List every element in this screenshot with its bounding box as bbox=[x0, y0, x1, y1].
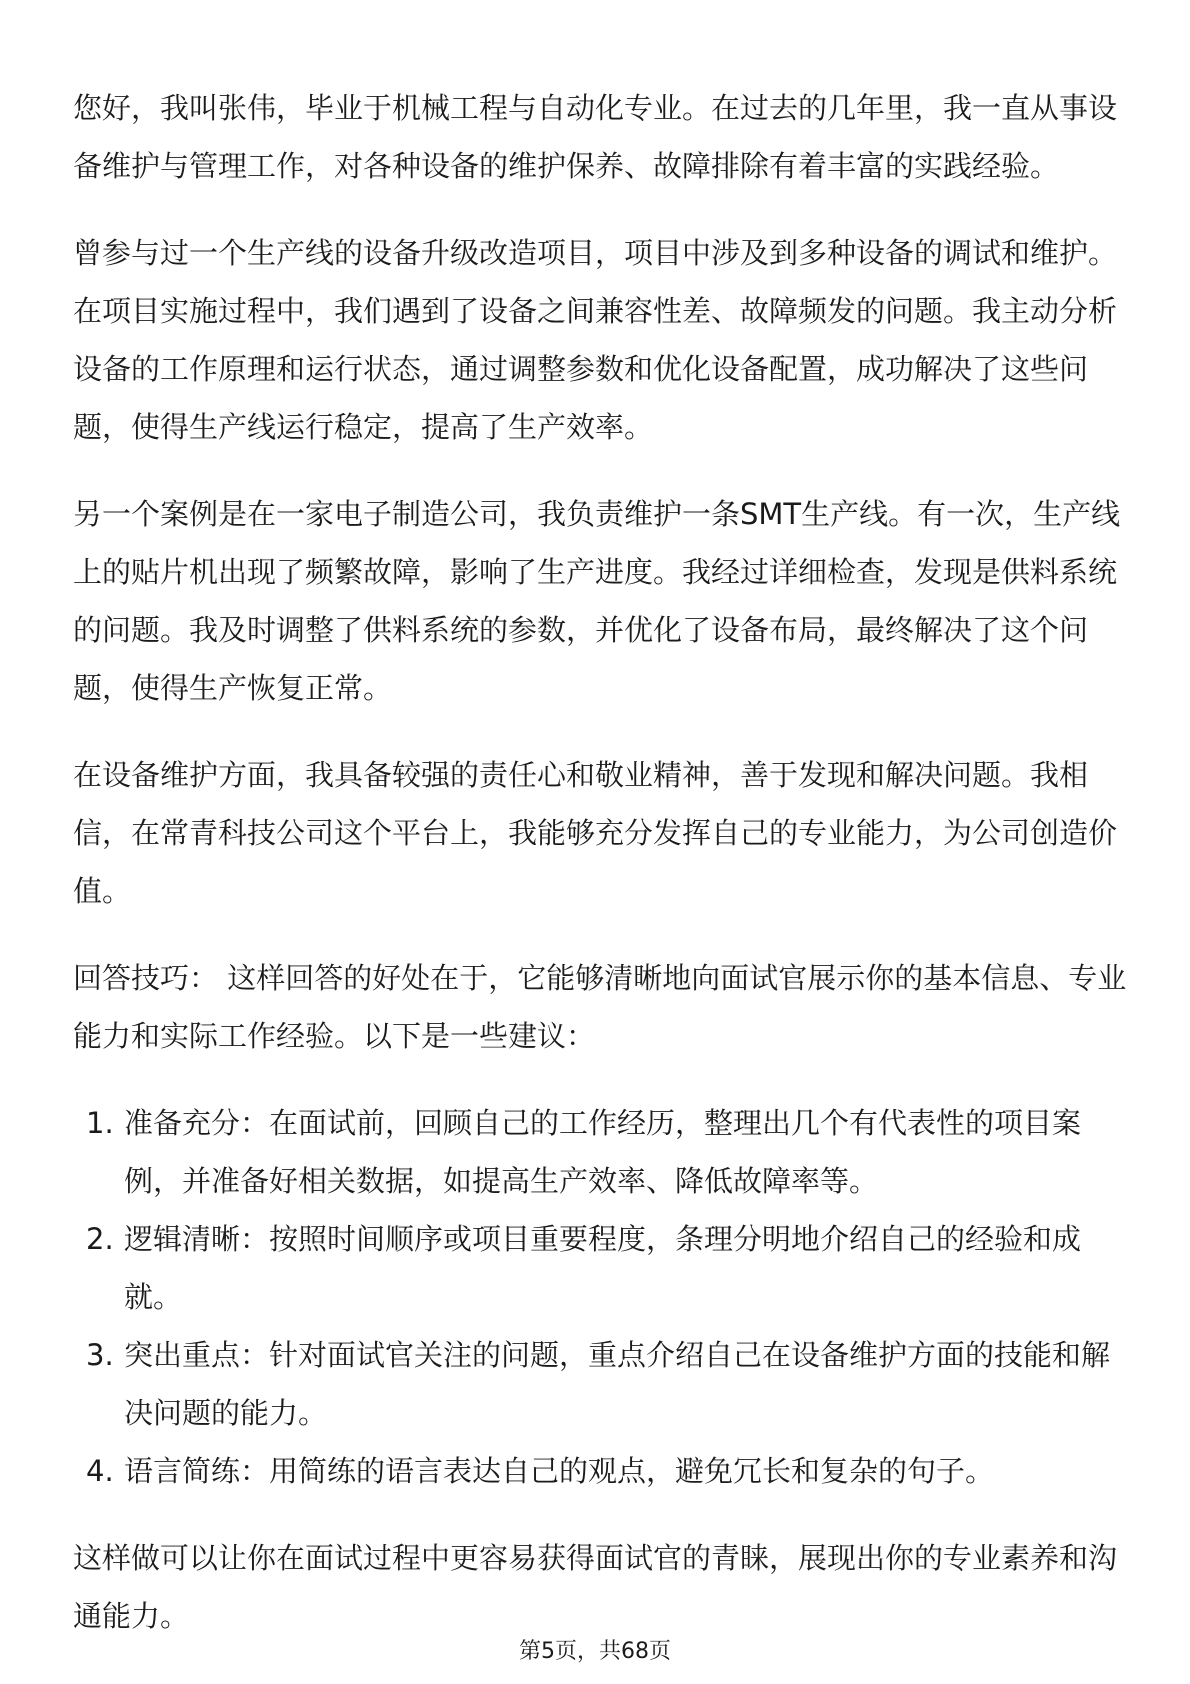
text-line: 例，并准备好相关数据，如提高生产效率、降低故障率等。 bbox=[124, 1164, 879, 1198]
text-line: 另一个案例是在一家电子制造公司，我负责维护一条SMT生产线。有一次，生产线 bbox=[73, 497, 1121, 531]
text-line: 语言简练：用简练的语言表达自己的观点，避免冗长和复杂的句子。 bbox=[124, 1454, 995, 1488]
text-line: 能力和实际工作经验。以下是一些建议： bbox=[73, 1019, 596, 1053]
text-line: 的问题。我及时调整了供料系统的参数，并优化了设备布局，最终解决了这个问 bbox=[73, 613, 1089, 647]
text-line: 在项目实施过程中，我们遇到了设备之间兼容性差、故障频发的问题。我主动分析 bbox=[73, 294, 1118, 328]
list-item-number: 4. bbox=[86, 1454, 114, 1488]
list-item bbox=[73, 1210, 1153, 1326]
paragraph-strengths bbox=[73, 746, 1153, 920]
text-line: 准备充分：在面试前，回顾自己的工作经历，整理出几个有代表性的项目案 bbox=[124, 1106, 1082, 1140]
list-item-number: 2. bbox=[86, 1222, 114, 1256]
text-line: 就。 bbox=[124, 1280, 183, 1314]
text-line: 曾参与过一个生产线的设备升级改造项目，项目中涉及到多种设备的调试和维护。 bbox=[73, 236, 1118, 270]
text-line: 这样做可以让你在面试过程中更容易获得面试官的青睐，展现出你的专业素养和沟 bbox=[73, 1541, 1118, 1575]
text-line: 决问题的能力。 bbox=[124, 1396, 328, 1430]
paragraph-smt-case bbox=[73, 485, 1153, 717]
text-line: 通能力。 bbox=[73, 1599, 190, 1633]
suggestion-list bbox=[73, 1094, 1153, 1500]
list-item-number: 1. bbox=[86, 1106, 114, 1140]
text-line: 备维护与管理工作，对各种设备的维护保养、故障排除有着丰富的实践经验。 bbox=[73, 149, 1060, 183]
paragraph-project-case bbox=[73, 224, 1153, 456]
text-line: 上的贴片机出现了频繁故障，影响了生产进度。我经过详细检查，发现是供料系统 bbox=[73, 555, 1118, 589]
text-line: 设备的工作原理和运行状态，通过调整参数和优化设备配置，成功解决了这些问 bbox=[73, 352, 1089, 386]
text-line: 您好，我叫张伟，毕业于机械工程与自动化专业。在过去的几年里，我一直从事设 bbox=[73, 91, 1118, 125]
text-line: 值。 bbox=[73, 874, 132, 908]
paragraph-answer-tips bbox=[73, 949, 1153, 1065]
text-line: 突出重点：针对面试官关注的问题，重点介绍自己在设备维护方面的技能和解 bbox=[124, 1338, 1111, 1372]
list-item-number: 3. bbox=[86, 1338, 114, 1372]
paragraph-intro bbox=[73, 79, 1153, 195]
text-line: 题，使得生产线运行稳定，提高了生产效率。 bbox=[73, 410, 654, 444]
text-line: 逻辑清晰：按照时间顺序或项目重要程度，条理分明地介绍自己的经验和成 bbox=[124, 1222, 1082, 1256]
text-line: 信，在常青科技公司这个平台上，我能够充分发挥自己的专业能力，为公司创造价 bbox=[73, 816, 1118, 850]
text-line: 回答技巧： 这样回答的好处在于，它能够清晰地向面试官展示你的基本信息、专业 bbox=[73, 961, 1127, 995]
page-number-footer: 第5页，共68页 bbox=[519, 1639, 671, 1664]
text-line: 在设备维护方面，我具备较强的责任心和敬业精神，善于发现和解决问题。我相 bbox=[73, 758, 1089, 792]
page-content bbox=[73, 79, 1153, 1674]
list-item bbox=[73, 1094, 1153, 1210]
list-item bbox=[73, 1442, 1153, 1500]
list-item bbox=[73, 1326, 1153, 1442]
text-line: 题，使得生产恢复正常。 bbox=[73, 671, 393, 705]
paragraph-closing bbox=[73, 1529, 1153, 1645]
